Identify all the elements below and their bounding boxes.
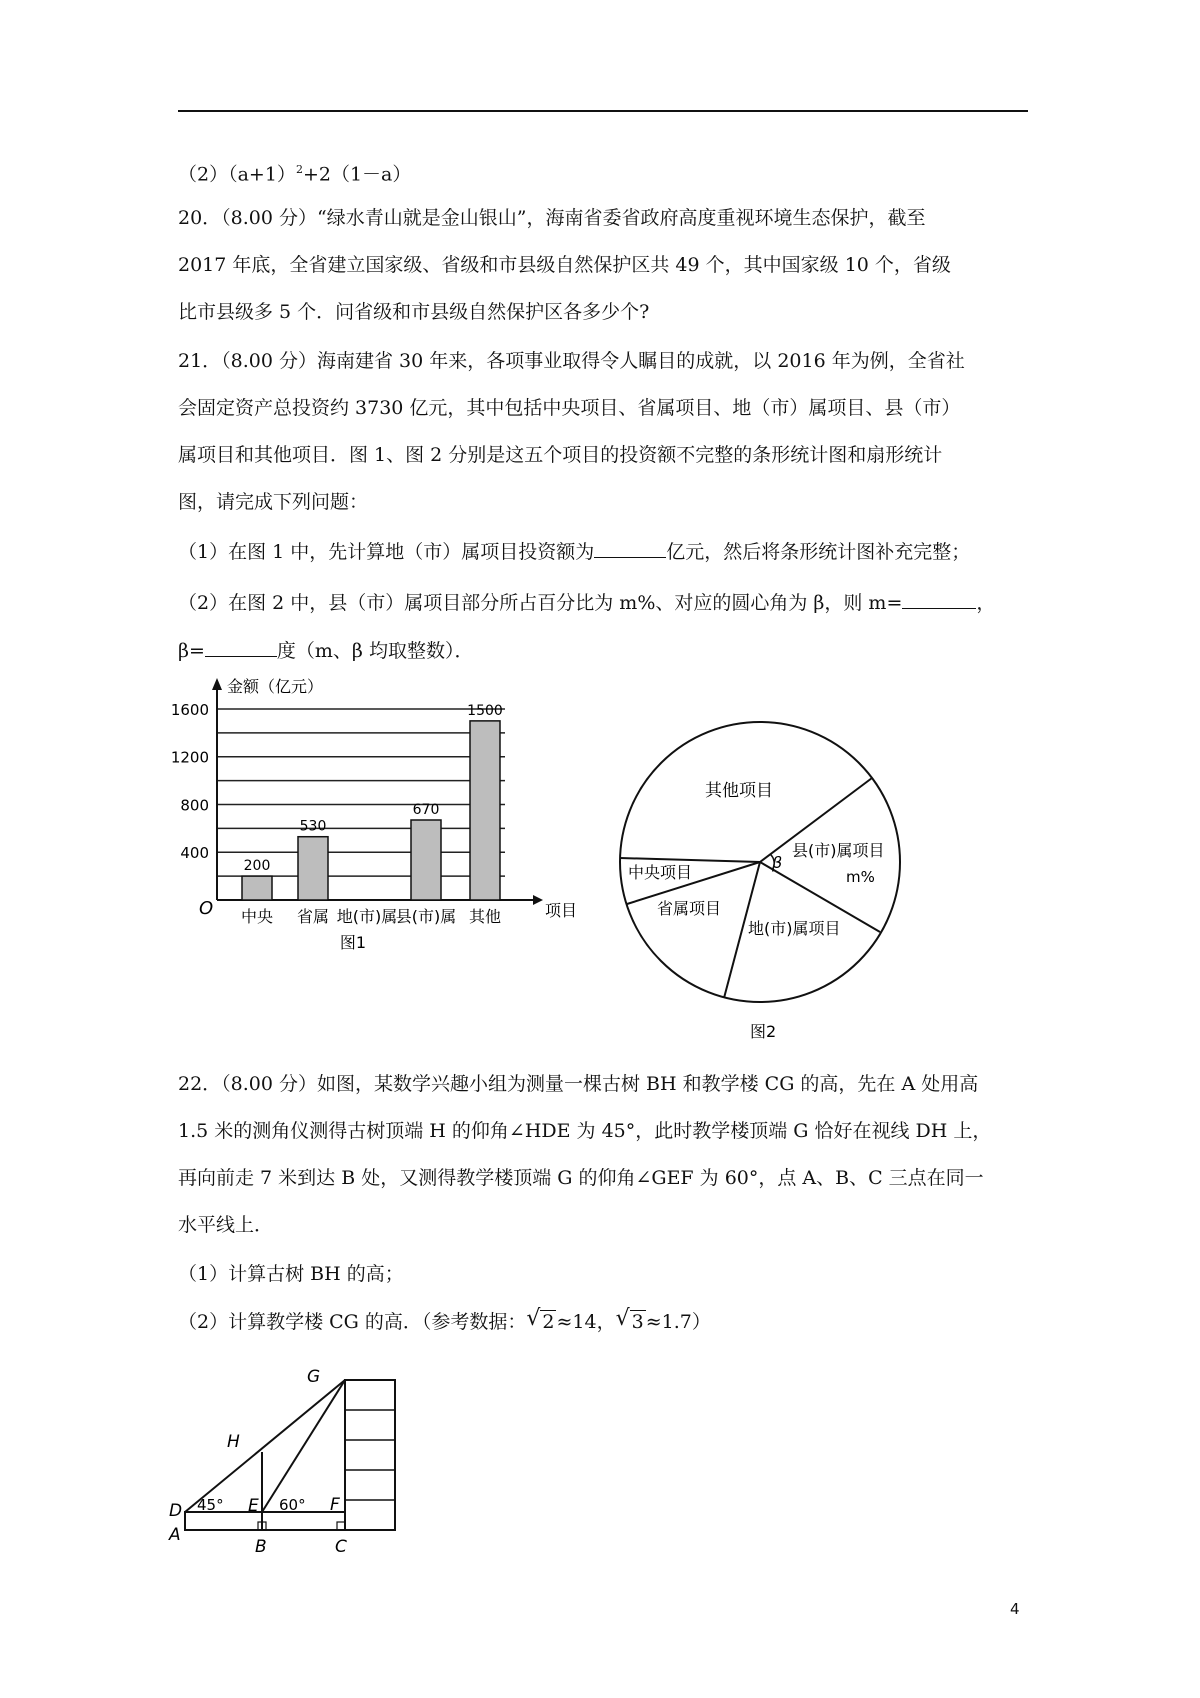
sqrt3-expression: √ 3	[615, 1306, 644, 1333]
q22-part2-mid: ≈14，	[556, 1311, 616, 1333]
q20-line3: 比市县级多 5 个．问省级和市县级自然保护区各多少个?	[178, 301, 650, 323]
x-axis-arrow	[533, 895, 543, 905]
sight-line-eg	[262, 1380, 345, 1512]
y-tick-label: 1200	[170, 748, 209, 767]
q21-part2-blank-m[interactable]	[902, 590, 976, 609]
y-tick-label: 800	[180, 796, 209, 815]
page-number: 4	[1010, 1600, 1020, 1618]
point-h: H	[227, 1432, 240, 1452]
y-axis-arrow	[212, 678, 222, 690]
bar	[298, 837, 328, 900]
q21-part2-pre: （2）在图 2 中，县（市）属项目部分所占百分比为 m%、对应的圆心角为 β，则 m=	[178, 592, 903, 614]
bar-chart-figure1	[170, 670, 615, 1040]
bar-value-label: 1500	[467, 702, 503, 719]
q21-part2	[178, 590, 995, 615]
q19-part2-pre: （2）（a+1）	[178, 163, 296, 186]
point-g: G	[307, 1367, 321, 1387]
bar	[470, 721, 500, 900]
q22-line3: 再向前走 7 米到达 B 处，又测得教学楼顶端 G 的仰角∠GEF 为 60°，点 A、B、C 三点在同一	[178, 1167, 984, 1189]
bar-chart-caption: 图1	[339, 933, 367, 952]
bar-chart-bars	[242, 721, 500, 900]
sight-base	[185, 1512, 345, 1530]
q21-part3-pre: β=	[178, 640, 205, 662]
bar-chart-labels	[171, 677, 577, 952]
bar-value-label: 200	[243, 858, 271, 875]
q19-part2	[178, 158, 411, 186]
q21-part2-post: ，	[976, 592, 996, 614]
q22-part2-pre: （2）计算教学楼 CG 的高．（参考数据：	[178, 1311, 527, 1333]
q21-part1	[178, 539, 970, 564]
pie-label-other: 其他项目	[705, 781, 773, 801]
q21-part3-blank-beta[interactable]	[205, 638, 277, 657]
origin-label: O	[199, 898, 214, 919]
q21-line3: 属项目和其他项目．图 1、图 2 分别是这五个项目的投资额不完整的条形统计图和扇形统计	[178, 444, 943, 466]
sqrt2-expression: √ 2	[526, 1306, 555, 1333]
q22-part1: （1）计算古树 BH 的高；	[178, 1263, 404, 1285]
q22-line1: 22．（8.00 分）如图，某数学兴趣小组为测量一棵古树 BH 和教学楼 CG 的高，先在 A 处用高	[178, 1073, 979, 1095]
pie-label-province: 省属项目	[657, 899, 722, 918]
x-tick-label: 地(市)属	[336, 907, 398, 926]
q22-part2-post: ≈1.7）	[645, 1311, 711, 1333]
pie-label-county: 县(市)属项目	[792, 841, 885, 860]
q21-part1-blank[interactable]	[594, 539, 666, 558]
q21-part1-post: 亿元，然后将条形统计图补充完整；	[666, 541, 971, 563]
sight-line-dh	[185, 1380, 345, 1512]
header-rule	[178, 110, 1028, 112]
q21-line4: 图，请完成下列问题：	[178, 491, 369, 513]
q22-line2: 1.5 米的测角仪测得古树顶端 H 的仰角∠HDE 为 45°，此时教学楼顶端 G 恰好在视线 DH 上，	[178, 1120, 992, 1142]
point-c: C	[335, 1537, 347, 1557]
geometry-figure	[169, 1360, 415, 1560]
point-f: F	[330, 1495, 340, 1515]
q21-line1: 21．（8.00 分）海南建省 30 年来，各项事业取得令人瞩目的成就，以 2016 年为例，全省社	[178, 350, 965, 372]
q21-part3	[178, 638, 473, 663]
x-tick-label: 中央	[240, 907, 274, 926]
building	[345, 1380, 395, 1530]
y-axis-title: 金额（亿元）	[227, 677, 324, 696]
q22-line4: 水平线上．	[178, 1214, 274, 1236]
y-tick-label: 1600	[170, 700, 209, 719]
q21-part1-pre: （1）在图 1 中，先计算地（市）属项目投资额为	[178, 541, 595, 563]
point-a: A	[169, 1525, 181, 1545]
bar	[242, 876, 272, 900]
x-axis-title: 项目	[545, 901, 578, 920]
sqrt2-arg: 2	[542, 1311, 555, 1333]
q20-line1: 20．（8.00 分）“绿水青山就是金山银山”，海南省委省政府高度重视环境生态保护，截至	[178, 207, 926, 229]
pie-caption: 图2	[750, 1022, 777, 1041]
y-tick-label: 400	[180, 844, 209, 863]
point-d: D	[169, 1501, 183, 1521]
pie-m-percent: m%	[846, 868, 875, 886]
q19-part2-exponent: 2	[295, 163, 303, 176]
x-tick-label: 县(市)属	[395, 907, 457, 926]
pie-label-city: 地(市)属项目	[748, 919, 841, 938]
pie-label-central: 中央项目	[628, 863, 693, 882]
q22-part2	[178, 1306, 711, 1334]
point-e: E	[248, 1496, 259, 1516]
angle-45-label: 45°	[197, 1496, 224, 1514]
pie-chart-figure2	[610, 710, 910, 1050]
q21-line2: 会固定资产总投资约 3730 亿元，其中包括中央项目、省属项目、地（市）属项目、县（市）	[178, 397, 961, 419]
pie-radius-1	[620, 858, 760, 862]
bar-value-label: 670	[412, 801, 440, 818]
q21-part3-post: 度（m、β 均取整数）．	[276, 640, 474, 662]
point-b: B	[255, 1537, 267, 1557]
q19-part2-post: +2（1－a）	[302, 163, 412, 186]
x-tick-label: 省属	[296, 907, 330, 926]
bar-value-label: 530	[299, 818, 327, 835]
x-tick-label: 其他	[468, 907, 502, 926]
angle-60-label: 60°	[279, 1496, 306, 1514]
q20-line2: 2017 年底，全省建立国家级、省级和市县级自然保护区共 49 个，其中国家级 10 个，省级	[178, 254, 951, 276]
sqrt3-arg: 3	[631, 1311, 644, 1333]
pie-beta-label: β	[772, 853, 783, 872]
bar	[411, 820, 441, 900]
